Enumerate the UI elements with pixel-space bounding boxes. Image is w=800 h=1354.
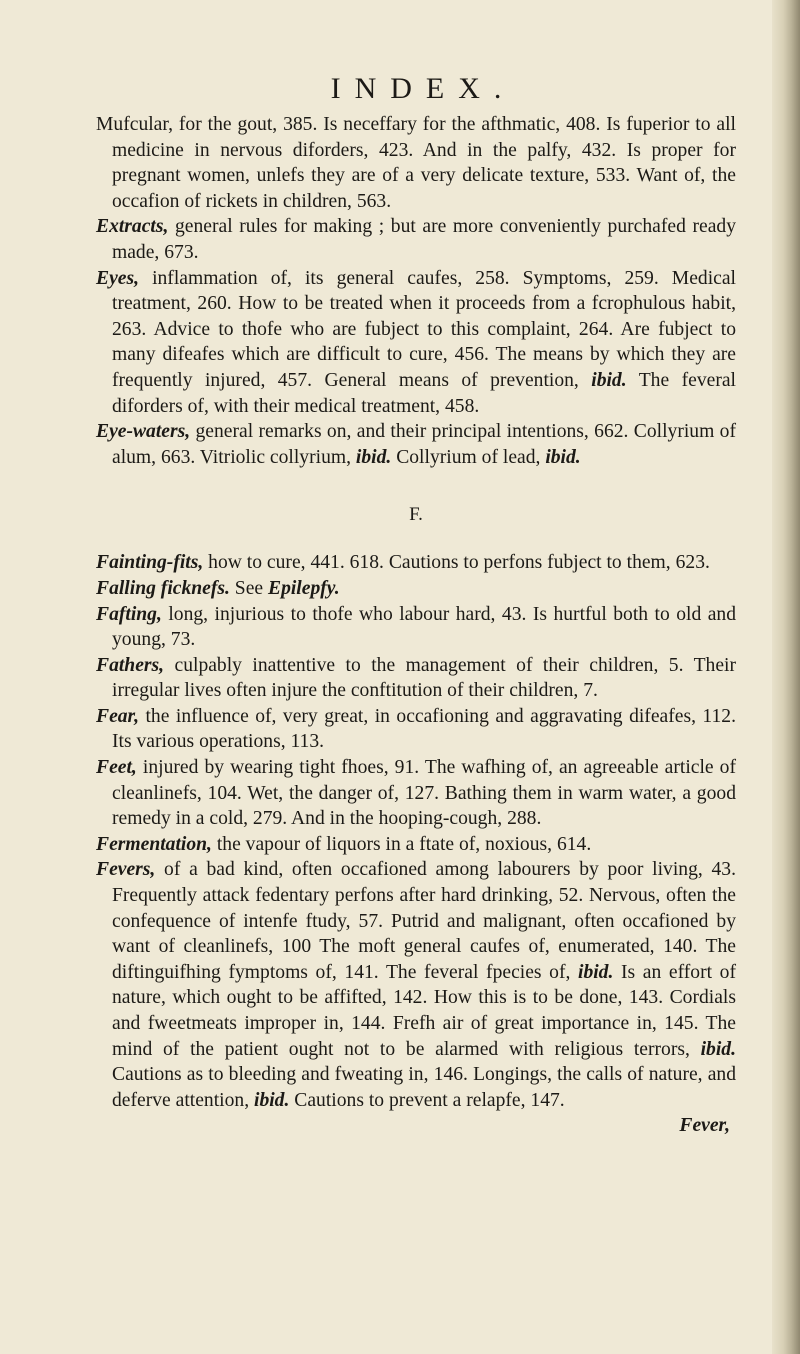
entry-term: Eyes, <box>96 267 139 289</box>
index-entry-fasting <box>96 602 736 653</box>
index-entry-fevers <box>96 857 736 1113</box>
entry-term: Fafting, <box>96 603 162 625</box>
index-entry-extracts <box>96 214 736 265</box>
entry-term: Falling ficknefs. <box>96 577 230 599</box>
entry-term: Fathers, <box>96 654 165 676</box>
entry-ibid: ibid. <box>545 446 581 468</box>
index-entry-eye-waters <box>96 419 736 470</box>
entry-text: culpably inattentive to the management of their children, 5. Their irregular lives often injure the conftitution of their children, 7. <box>112 654 736 702</box>
index-entry-muscular <box>96 112 736 214</box>
entry-text: of a bad kind, often occafioned among labourers by poor living, 43. Frequently attack fedentary perfons after hard drinking, 52. Nervous, often the confequence of intenfe ftudy, 57. Putrid and malignant, often occafioned by want of cleanlinefs, 100 The moft general caufes of, enumerated, 140. The diftinguifhing fymptoms of, 141. The feveral fpecies of, <box>112 859 736 983</box>
index-entry-falling-sickness <box>96 576 736 602</box>
entry-text: long, injurious to thofe who labour hard, 43. Is hurtful both to old and young, 73. <box>112 603 736 651</box>
running-head: INDEX. <box>330 72 516 105</box>
entry-text: Mufcular, for the gout, 385. Is neceffary for the afthmatic, 408. Is fuperior to all medicine in nervous diforders, 423. And in the palfy, 432. Is proper for pregnant women, unlefs they are of a very delicate texture, 533. Want of, the occafion of rickets in children, 563. <box>96 114 736 212</box>
index-entry-fermentation <box>96 832 736 858</box>
entry-text-tail: Is an effort of nature, which ought to be affifted, 142. How this is to be done, 143. Cordials and fweetmeats improper in, 144. Frefh air of great importance in, 145. The mind of the patient ought not to be alarmed with religious terrors, <box>112 961 737 1060</box>
entry-text: the influence of, very great, in occafioning and aggravating difeafes, 112. Its various operations, 113. <box>112 705 736 753</box>
entry-term: Eye-waters, <box>96 421 191 443</box>
index-entry-fear <box>96 704 736 755</box>
entry-ibid: ibid. <box>591 369 627 391</box>
entry-term: Feet, <box>96 757 137 779</box>
entry-term: Fevers, <box>96 859 156 881</box>
entry-term: Fermentation, <box>96 833 212 855</box>
entry-ibid: ibid. <box>700 1038 736 1060</box>
index-entry-fainting-fits <box>96 550 736 576</box>
index-entry-eyes <box>96 266 736 420</box>
entry-text: the vapour of liquors in a ftate of, noxious, 614. <box>211 833 592 855</box>
entry-text-tail: Cautions as to bleeding and fweating in, 146. Longings, the calls of nature, and deferve attention, <box>112 1064 736 1111</box>
entry-text: how to cure, 441. 618. Cautions to perfons fubject to them, 623. <box>203 552 710 574</box>
index-entry-feet <box>96 755 736 832</box>
entry-text: injured by wearing tight fhoes, 91. The wafhing of, an agreeable article of cleanlinefs, 104. Wet, the danger of, 127. Bathing them in warm water, a good remedy in a cold, 279. And in the hooping-cough, 288. <box>112 757 736 830</box>
entry-ibid: ibid. <box>355 446 392 468</box>
entry-text-tail: Collyrium of lead, <box>391 446 546 468</box>
entry-text-tail: The feveral diforders of, with their medical treatment, 458. <box>112 369 736 417</box>
catchword: Fever, <box>679 1115 730 1137</box>
entry-text: inflammation of, its general caufes, 258. Symptoms, 259. Medical treatment, 260. How to be treated when it proceeds from a fcrophulous habit, 263. Advice to thofe who are fubject to this complaint, 264. Are fubject to many difeafes which are difficult to cure, 456. The means by which they are frequently injured, 457. General means of prevention, <box>112 267 736 391</box>
entry-text: general rules for making ; but are more conveniently purchafed ready made, 673. <box>112 216 736 263</box>
page-edge-shadow <box>772 0 800 1354</box>
entry-text: general remarks on, and their principal intentions, 662. Collyrium of alum, 663. Vitriolic collyrium, <box>112 421 736 468</box>
entry-see-also: Epilepfy. <box>268 577 340 599</box>
entry-ibid: ibid. <box>254 1089 290 1111</box>
entry-text-tail: Cautions to prevent a relapfe, 147. <box>289 1089 565 1111</box>
entry-ibid: ibid. <box>578 961 614 983</box>
index-entry-fathers <box>96 653 736 704</box>
section-letter-f: F. <box>409 504 423 526</box>
entry-term: Fainting-fits, <box>96 552 204 574</box>
entry-term: Extracts, <box>96 216 169 238</box>
entry-text: See <box>229 577 268 599</box>
index-page <box>96 72 736 1139</box>
entry-term: Fear, <box>96 705 140 727</box>
